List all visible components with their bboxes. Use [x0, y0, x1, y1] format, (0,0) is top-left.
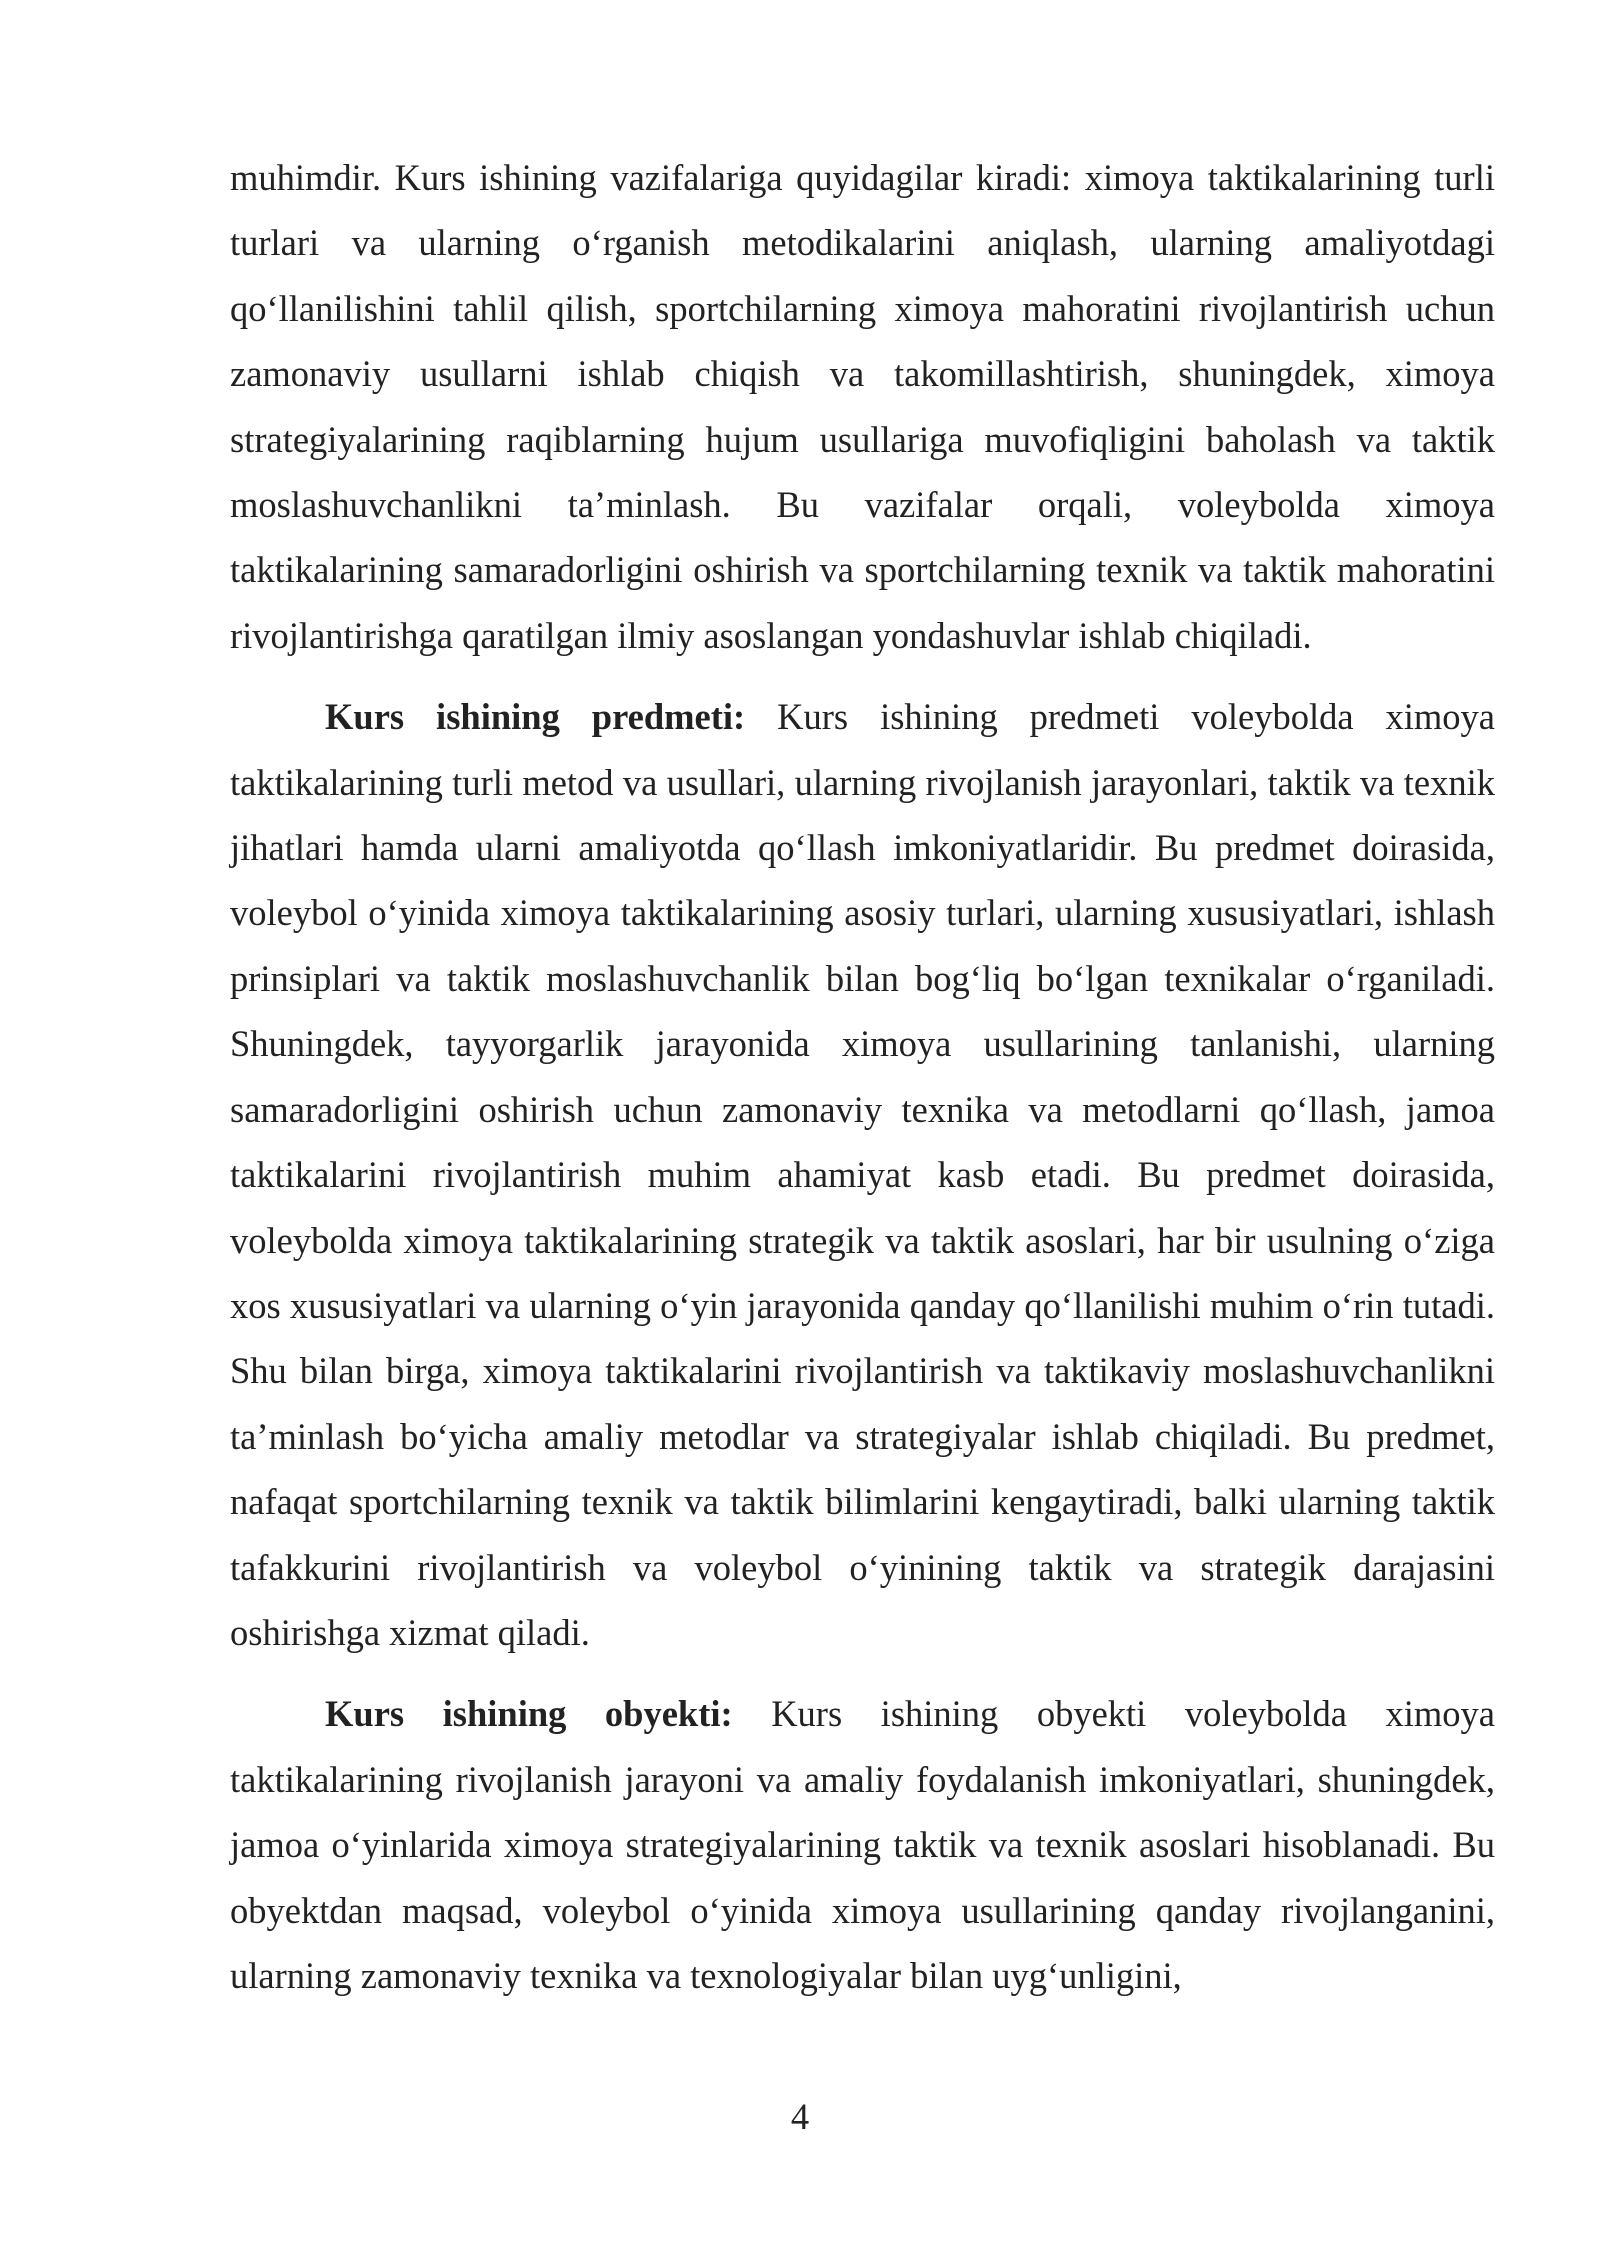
paragraph-subject-heading: Kurs ishining predmeti:: [325, 696, 746, 738]
paragraph-tasks-text: muhimdir. Kurs ishining vazifalariga quyidagilar kiradi: ximoya taktikalarining turli turlari va ularning o‘rganish metodikalarini aniqlash, ularning amaliyotdagi qo‘llanilishini tahlil qilish, sportchilarning ximoya mahoratini rivojlantirish uchun zamonaviy usullarni ishlab chiqish va takomillashtirish, shuningdek, ximoya strategiyalarining raqiblarning hujum usullariga muvofiqligini baholash va taktik moslashuvchanlikni ta’minlash. Bu vazifalar orqali, voleybolda ximoya taktikalarining samaradorligini oshirish va sportchilarning texnik va taktik mahoratini rivojlantirishga qaratilgan ilmiy asoslangan yondashuvlar ishlab chiqiladi.: [230, 157, 1495, 656]
page-number: 4: [790, 2096, 810, 2137]
paragraph-object: [230, 1681, 1495, 2008]
paragraph-tasks: [230, 145, 1495, 668]
document-body: [230, 145, 1495, 2008]
paragraph-object-text: Kurs ishining obyekti voleybolda ximoya taktikalarining rivojlanish jarayoni va amaliy foydalanish imkoniyatlari, shuningdek, jamoa o‘yinlarida ximoya strategiyalarining taktik va texnik asoslari hisoblanadi. Bu obyektdan maqsad, voleybol o‘yinida ximoya usullarining qanday rivojlanganini, ularning zamonaviy texnika va texnologiyalar bilan uyg‘unligini,: [230, 1693, 1496, 1996]
paragraph-subject-text: Kurs ishining predmeti voleybolda ximoya taktikalarining turli metod va usullari, ularning rivojlanish jarayonlari, taktik va texnik jihatlari hamda ularni amaliyotda qo‘llash imkoniyatlaridir. Bu predmet doirasida, voleybol o‘yinida ximoya taktikalarining asosiy turlari, ularning xususiyatlari, ishlash prinsiplari va taktik moslashuvchanlik bilan bog‘liq bo‘lgan texnikalar o‘rganiladi. Shuningdek, tayyorgarlik jarayonida ximoya usullarining tanlanishi, ularning samaradorligini oshirish uchun zamonaviy texnika va metodlarni qo‘llash, jamoa taktikalarini rivojlantirish muhim ahamiyat kasb etadi. Bu predmet doirasida, voleybolda ximoya taktikalarining strategik va taktik asoslari, har bir usulning o‘ziga xos xususiyatlari va ularning o‘yin jarayonida qanday qo‘llanilishi muhim o‘rin tutadi. Shu bilan birga, ximoya taktikalarini rivojlantirish va taktikaviy moslashuvchanlikni ta’minlash bo‘yicha amaliy metodlar va strategiyalar ishlab chiqiladi. Bu predmet, nafaqat sportchilarning texnik va taktik bilimlarini kengaytiradi, balki ularning taktik tafakkurini rivojlantirish va voleybol o‘yinining taktik va strategik darajasini oshirishga xizmat qiladi.: [230, 696, 1495, 1653]
paragraph-subject: [230, 684, 1495, 1665]
paragraph-object-heading: Kurs ishining obyekti:: [325, 1693, 733, 1735]
